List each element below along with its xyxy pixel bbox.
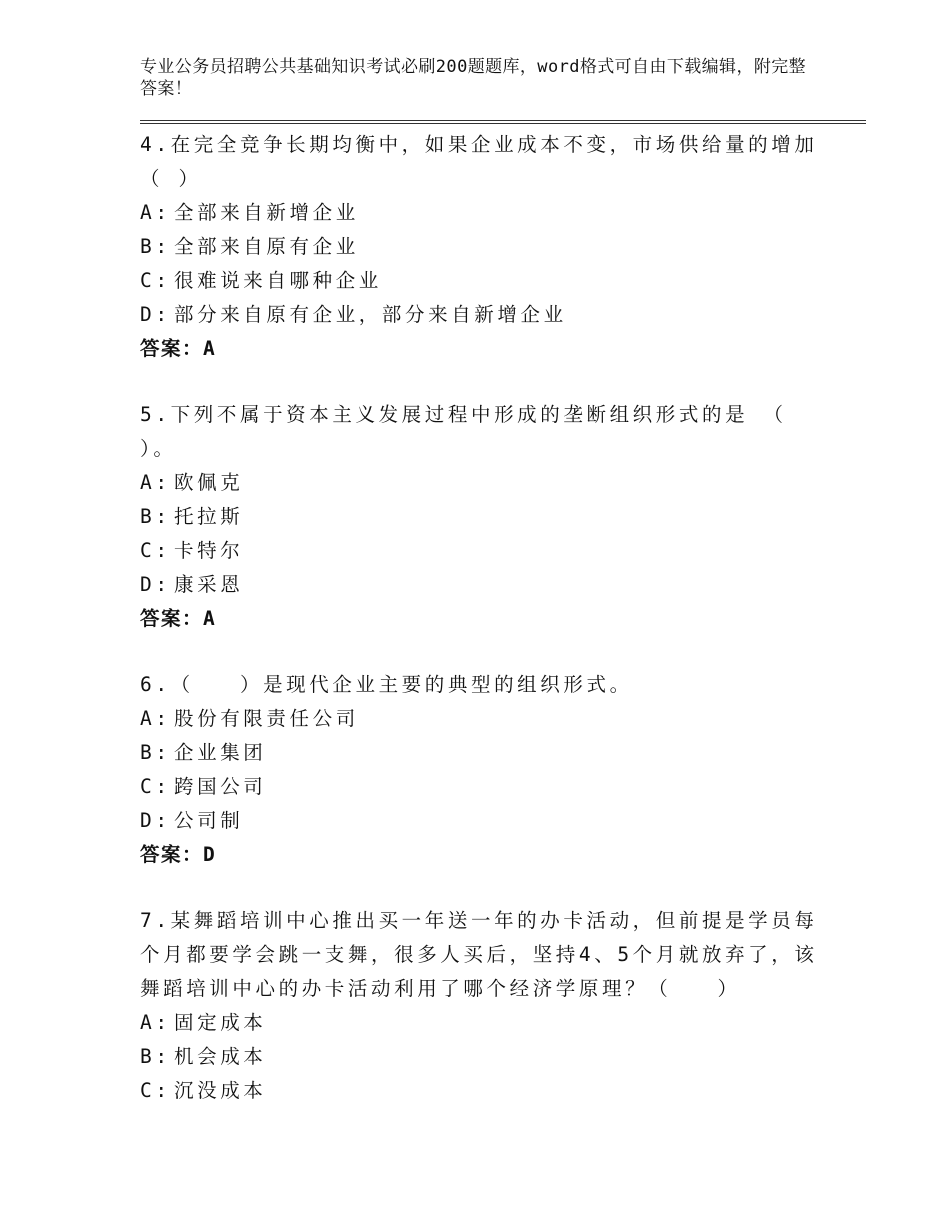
option-a	[140, 466, 830, 500]
option-text: 公司制	[174, 809, 244, 832]
option-text: 托拉斯	[174, 505, 244, 528]
option-letter: D:	[140, 809, 171, 832]
question-5	[140, 398, 833, 636]
option-text: 跨国公司	[174, 775, 267, 798]
option-text: 企业集团	[174, 741, 267, 764]
option-letter: B:	[140, 505, 171, 528]
option-text: 全部来自新增企业	[174, 201, 359, 224]
option-d	[140, 298, 830, 332]
option-text: 沉没成本	[174, 1079, 267, 1102]
option-text: 部分来自原有企业，部分来自新增企业	[174, 303, 567, 326]
option-a	[140, 702, 830, 736]
question-text: 6.（ ）是现代企业主要的典型的组织形式。	[140, 673, 633, 696]
option-letter: B:	[140, 1045, 171, 1068]
option-c	[140, 770, 830, 804]
option-a	[140, 1006, 830, 1040]
option-b	[140, 500, 830, 534]
header-divider	[140, 120, 866, 124]
question-6	[140, 668, 830, 872]
option-d	[140, 568, 830, 602]
page-header: 专业公务员招聘公共基础知识考试必刷200题题库，word格式可自由下载编辑，附完整答案！	[140, 57, 807, 99]
question-4	[140, 128, 830, 366]
option-b	[140, 1040, 830, 1074]
answer-line: 答案：A	[140, 607, 217, 630]
option-letter: B:	[140, 235, 171, 258]
option-letter: D:	[140, 303, 171, 326]
option-b	[140, 736, 830, 770]
option-text: 全部来自原有企业	[174, 235, 359, 258]
option-text: 机会成本	[174, 1045, 267, 1068]
option-a	[140, 196, 830, 230]
option-c	[140, 534, 830, 568]
answer-line: 答案：A	[140, 337, 217, 360]
question-7	[140, 904, 830, 1108]
option-text: 康采恩	[174, 573, 244, 596]
option-letter: C:	[140, 269, 171, 292]
option-d	[140, 804, 830, 838]
question-text: 4.在完全竞争长期均衡中，如果企业成本不变，市场供给量的增加（ ）	[140, 133, 818, 190]
option-text: 固定成本	[174, 1011, 267, 1034]
option-letter: C:	[140, 539, 171, 562]
question-text: 5.下列不属于资本主义发展过程中形成的垄断组织形式的是 （ ）。	[140, 403, 833, 460]
option-letter: A:	[140, 1011, 171, 1034]
option-text: 股份有限责任公司	[174, 707, 359, 730]
option-letter: C:	[140, 775, 171, 798]
option-letter: A:	[140, 471, 171, 494]
option-c	[140, 1074, 830, 1108]
option-text: 很难说来自哪种企业	[174, 269, 382, 292]
option-c	[140, 264, 830, 298]
option-letter: D:	[140, 573, 171, 596]
question-list	[140, 128, 833, 1140]
option-letter: C:	[140, 1079, 171, 1102]
option-b	[140, 230, 830, 264]
answer-line: 答案：D	[140, 843, 217, 866]
option-text: 卡特尔	[174, 539, 244, 562]
option-letter: A:	[140, 707, 171, 730]
option-text: 欧佩克	[174, 471, 244, 494]
option-letter: A:	[140, 201, 171, 224]
option-letter: B:	[140, 741, 171, 764]
question-text: 7.某舞蹈培训中心推出买一年送一年的办卡活动，但前提是学员每个月都要学会跳一支舞，很多人买后，坚持4、5个月就放弃了，该舞蹈培训中心的办卡活动利用了哪个经济学原理？（ ）	[140, 909, 818, 1000]
